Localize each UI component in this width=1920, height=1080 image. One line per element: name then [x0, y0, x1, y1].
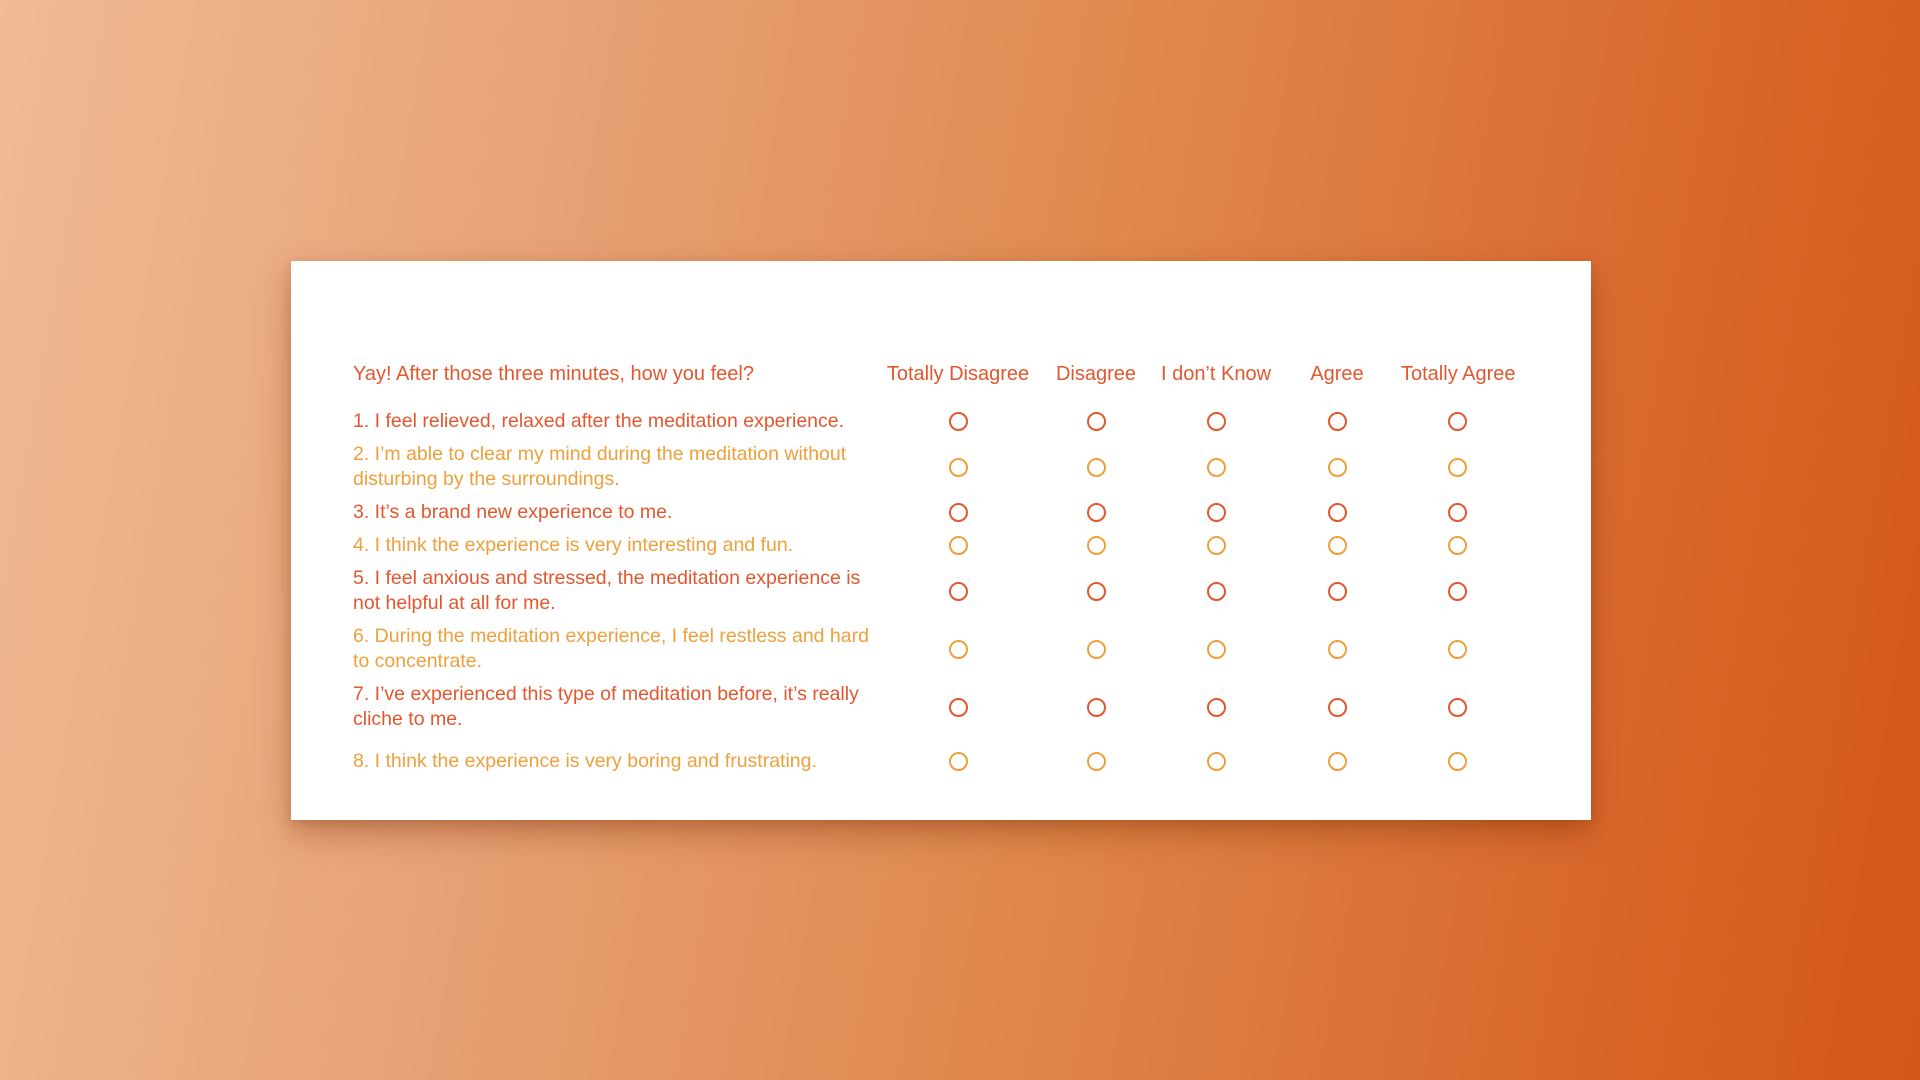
- radio-dont-know[interactable]: [1207, 582, 1226, 601]
- radio-dont-know[interactable]: [1207, 503, 1226, 522]
- column-header-totally-disagree: Totally Disagree: [886, 362, 1030, 385]
- question-text: 7. I’ve experienced this type of meditation before, it’s really cliche to me.: [353, 683, 859, 730]
- radio-totally-disagree[interactable]: [949, 582, 968, 601]
- column-header-agree: Agree: [1310, 362, 1364, 385]
- question-text: 4. I think the experience is very interesting and fun.: [353, 534, 794, 556]
- radio-disagree[interactable]: [1087, 412, 1106, 431]
- question-text: 8. I think the experience is very boring and frustrating.: [353, 750, 817, 772]
- radio-dont-know[interactable]: [1207, 458, 1226, 477]
- radio-disagree[interactable]: [1087, 536, 1106, 555]
- question-row-1: [353, 405, 1533, 438]
- question-text: 5. I feel anxious and stressed, the meditation experience is not helpful at all for me.: [353, 567, 861, 614]
- radio-totally-disagree[interactable]: [949, 698, 968, 717]
- radio-dont-know[interactable]: [1207, 698, 1226, 717]
- question-row-3: [353, 496, 1533, 529]
- radio-agree[interactable]: [1328, 503, 1347, 522]
- question-row-7: [353, 678, 1533, 736]
- radio-totally-agree[interactable]: [1448, 582, 1467, 601]
- survey-header-row: [353, 351, 1533, 397]
- survey-title: Yay! After those three minutes, how you feel?: [353, 362, 754, 385]
- radio-totally-disagree[interactable]: [949, 536, 968, 555]
- radio-agree[interactable]: [1328, 536, 1347, 555]
- column-header-dont-know: I don’t Know: [1160, 362, 1272, 385]
- column-header-disagree: Disagree: [1055, 362, 1137, 385]
- radio-totally-agree[interactable]: [1448, 412, 1467, 431]
- radio-agree[interactable]: [1328, 640, 1347, 659]
- radio-totally-disagree[interactable]: [949, 412, 968, 431]
- question-text: 3. It’s a brand new experience to me.: [353, 501, 673, 523]
- radio-totally-agree[interactable]: [1448, 640, 1467, 659]
- radio-disagree[interactable]: [1087, 640, 1106, 659]
- radio-dont-know[interactable]: [1207, 640, 1226, 659]
- question-row-6: [353, 620, 1533, 678]
- radio-agree[interactable]: [1328, 412, 1347, 431]
- radio-totally-disagree[interactable]: [949, 458, 968, 477]
- radio-dont-know[interactable]: [1207, 536, 1226, 555]
- radio-totally-agree[interactable]: [1448, 458, 1467, 477]
- radio-agree[interactable]: [1328, 458, 1347, 477]
- radio-dont-know[interactable]: [1207, 412, 1226, 431]
- question-text: 1. I feel relieved, relaxed after the meditation experience.: [353, 410, 845, 432]
- radio-totally-disagree[interactable]: [949, 503, 968, 522]
- likert-survey: [353, 351, 1533, 778]
- radio-dont-know[interactable]: [1207, 752, 1226, 771]
- radio-agree[interactable]: [1328, 698, 1347, 717]
- radio-disagree[interactable]: [1087, 458, 1106, 477]
- radio-totally-agree[interactable]: [1448, 698, 1467, 717]
- question-row-8: [353, 745, 1533, 778]
- radio-totally-agree[interactable]: [1448, 752, 1467, 771]
- radio-agree[interactable]: [1328, 582, 1347, 601]
- question-row-4: [353, 529, 1533, 562]
- radio-totally-agree[interactable]: [1448, 503, 1467, 522]
- radio-disagree[interactable]: [1087, 503, 1106, 522]
- radio-disagree[interactable]: [1087, 752, 1106, 771]
- radio-agree[interactable]: [1328, 752, 1347, 771]
- column-header-totally-agree: Totally Agree: [1401, 362, 1516, 385]
- radio-disagree[interactable]: [1087, 698, 1106, 717]
- question-row-2: [353, 438, 1533, 496]
- survey-card: [291, 261, 1591, 820]
- radio-totally-disagree[interactable]: [949, 752, 968, 771]
- radio-disagree[interactable]: [1087, 582, 1106, 601]
- radio-totally-agree[interactable]: [1448, 536, 1467, 555]
- question-text: 2. I’m able to clear my mind during the meditation without disturbing by the surroundings.: [353, 443, 847, 490]
- radio-totally-disagree[interactable]: [949, 640, 968, 659]
- question-text: 6. During the meditation experience, I feel restless and hard to concentrate.: [353, 625, 869, 672]
- question-row-5: [353, 562, 1533, 620]
